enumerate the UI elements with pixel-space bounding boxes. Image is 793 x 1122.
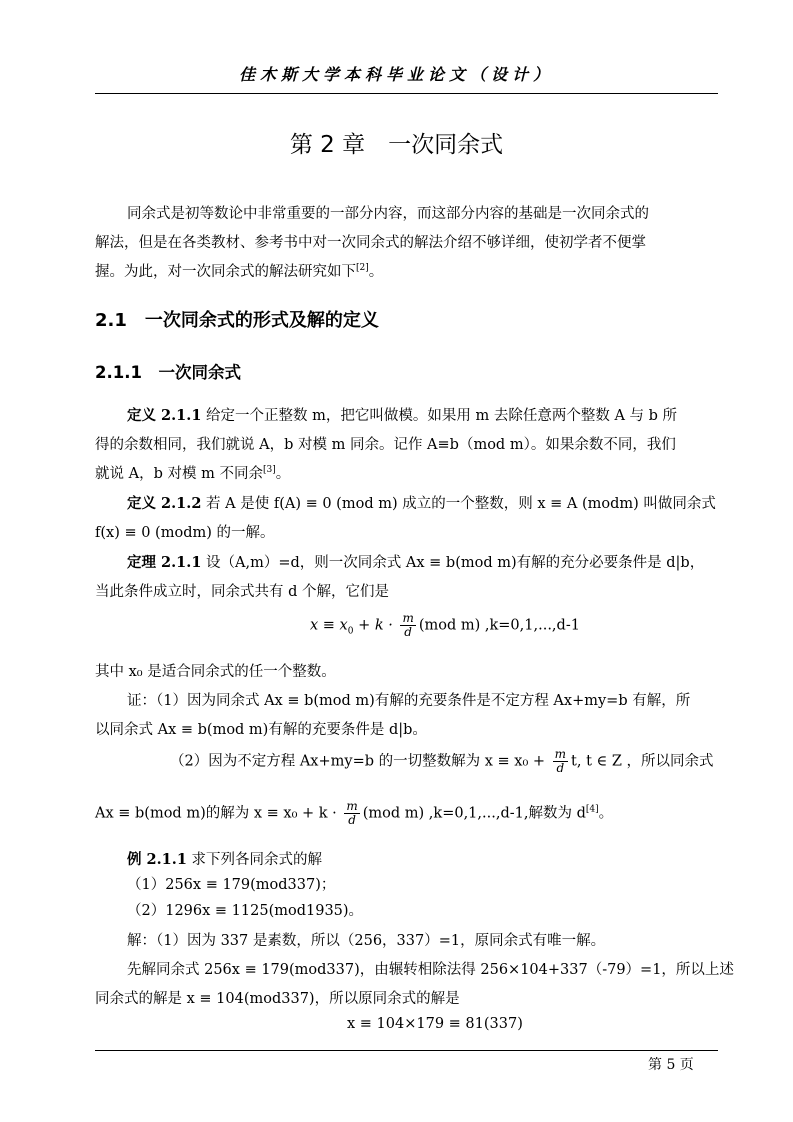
example-item-1: （1）256x ≡ 179(mod337)； (127, 877, 336, 893)
example-heading (127, 848, 322, 869)
fraction-numerator: m (402, 611, 414, 625)
fraction-denominator: d (404, 625, 412, 639)
proof-4-end: 。 (598, 805, 614, 822)
proof-4-post: (mod m) ,k=0,1,...,d-1,解数为 d (362, 805, 586, 822)
subsection-heading: 2.1.1 一次同余式 (95, 363, 241, 382)
footer-rule (95, 1050, 718, 1051)
def1-label: 定义 2.1.1 (127, 407, 202, 424)
def2-line-1 (127, 492, 716, 513)
example-label: 例 2.1.1 (127, 851, 187, 868)
def1-text: 给定一个正整数 m，把它叫做模。如果用 m 去除任意两个整数 A 与 b 所 (201, 408, 678, 424)
example-title: 求下列各同余式的解 (186, 852, 323, 868)
formula-lhs: x ≡ x (310, 617, 348, 634)
fraction-denominator: d (348, 813, 356, 827)
fraction-denominator: d (556, 761, 565, 775)
example-item-2: （2）1296x ≡ 1125(mod1935)。 (127, 903, 364, 919)
thm-line-3: 其中 x₀ 是适合同余式的任一个整数。 (95, 664, 336, 680)
formula-rhs: (mod m) ,k=0,1,...,d-1 (418, 617, 580, 634)
thm-line-2: 当此条件成立时，同余式共有 d 个解，它们是 (95, 584, 389, 600)
intro-end: 。 (368, 264, 384, 280)
proof-3-post: t, t ∈ Z ，所以同余式 (571, 753, 714, 770)
formula-subscript: 0 (347, 626, 354, 637)
def1-line-3 (95, 462, 290, 483)
def2-label: 定义 2.1.2 (127, 495, 202, 512)
citation-ref: [4] (585, 804, 599, 815)
def1-line-2: 得的余数相同，我们就说 A，b 对模 m 同余。记作 A≡b（mod m）。如果余数不同，我们 (95, 437, 676, 453)
thm-text: 设（A,m）=d，则一次同余式 Ax ≡ b(mod m)有解的充分必要条件是 d|b， (201, 555, 705, 571)
header-rule (95, 93, 718, 94)
section-heading: 2.1 一次同余式的形式及解的定义 (95, 310, 379, 331)
thm-line-1 (127, 551, 704, 572)
def1-line-1 (127, 404, 677, 425)
running-header: 佳木斯大学本科毕业论文（设计） (238, 65, 554, 84)
formula-term: + k · (353, 617, 393, 634)
proof-4-pre: Ax ≡ b(mod m)的解为 x ≡ x₀ + k · (95, 805, 337, 822)
intro-line-1: 同余式是初等数论中非常重要的一部分内容，而这部分内容的基础是一次同余式的 (127, 206, 649, 222)
fraction-numerator: m (346, 799, 358, 813)
thm-label: 定理 2.1.1 (127, 554, 202, 571)
thm-formula (310, 612, 580, 639)
intro-text: 握。为此，对一次同余式的解法研究如下 (95, 264, 356, 280)
proof-line-4 (95, 800, 613, 827)
citation-ref: [3] (262, 465, 276, 476)
solution-line-2: 先解同余式 256x ≡ 179(mod337)，由辗转相除法得 256×104+337（-79）=1，所以上述 (127, 962, 734, 978)
citation-ref: [2] (356, 263, 369, 274)
proof-line-1: 证：（1）因为同余式 Ax ≡ b(mod m)有解的充要条件是不定方程 Ax+my=b 有解，所 (127, 693, 691, 709)
fraction-numerator: m (554, 747, 567, 761)
proof-line-3 (170, 748, 714, 775)
page-number: 第 5 页 (648, 1057, 694, 1073)
intro-line-2: 解法，但是在各类教材、参考书中对一次同余式的解法介绍不够详细，使初学者不便掌 (95, 235, 646, 251)
proof-4-fraction (344, 800, 359, 827)
def1-end: 。 (275, 466, 291, 482)
proof-line-2: 以同余式 Ax ≡ b(mod m)有解的充要条件是 d|b。 (95, 722, 427, 738)
solution-line-4: x ≡ 104×179 ≡ 81(337) (347, 1016, 523, 1032)
chapter-title: 第 2 章 一次同余式 (289, 132, 504, 158)
def2-line-2: f(x) ≡ 0 (modm) 的一解。 (95, 525, 275, 541)
proof-3-pre: （2）因为不定方程 Ax+my=b 的一切整数解为 x ≡ x₀ + (170, 753, 546, 770)
intro-line-3 (95, 260, 383, 281)
proof-3-fraction (553, 748, 568, 775)
def2-text: 若 A 是使 f(A) ≡ 0 (mod m) 成立的一个整数，则 x ≡ A (modm) 叫做同余式 (201, 496, 716, 512)
solution-line-1: 解：（1）因为 337 是素数，所以（256，337）=1，原同余式有唯一解。 (127, 933, 606, 949)
def1-text-3: 就说 A，b 对模 m 不同余 (95, 466, 263, 482)
solution-line-3: 同余式的解是 x ≡ 104(mod337)，所以原同余式的解是 (95, 991, 460, 1007)
formula-fraction (400, 612, 415, 639)
